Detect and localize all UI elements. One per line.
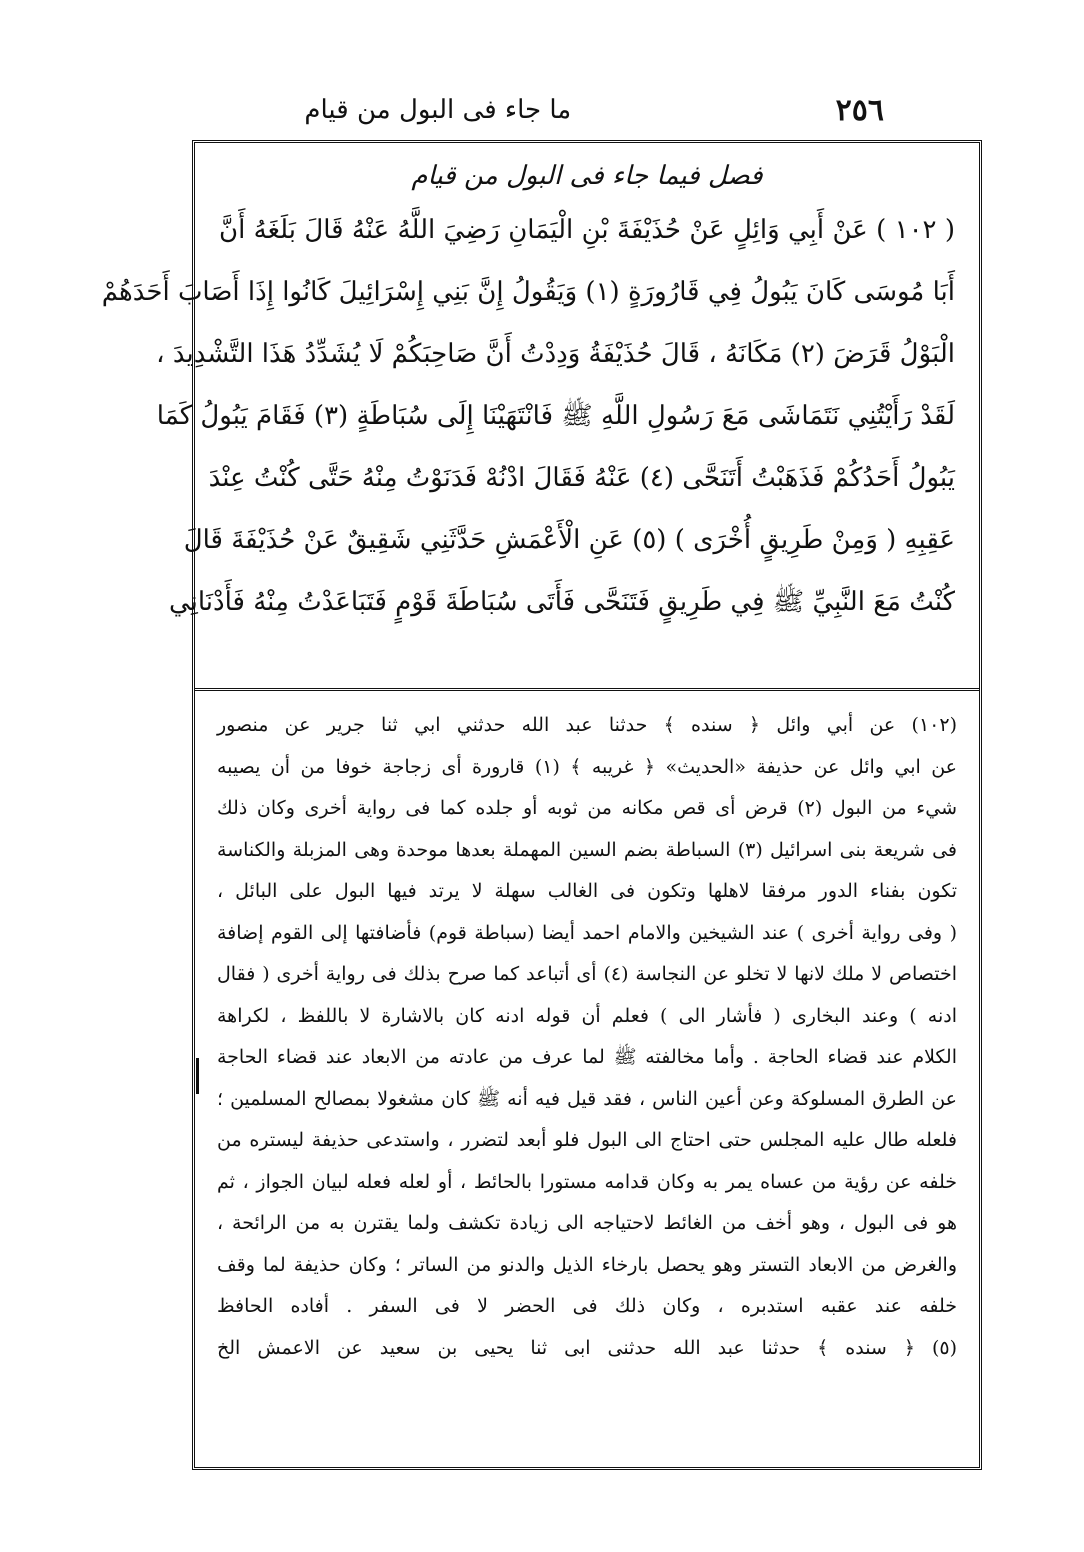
commentary-line: خلفه عند عقبه استدبره ، وكان ذلك فى الحضر لا فى السفر . أفاده الحافظ bbox=[217, 1295, 957, 1317]
hadith-line: ( ١٠٢ ) عَنْ أَبِي وَائِلٍ عَنْ حُذَيْفَةَ بْنِ الْيَمَانِ رَضِيَ اللَّهُ عَنْهُ قَالَ بَلَغَهُ أَنَّ bbox=[219, 215, 955, 245]
hadith-line: لَقَدْ رَأَيْتُنِي نَتَمَاشَى مَعَ رَسُولِ اللَّهِ ﷺ فَانْتَهَيْنَا إِلَى سُبَاطَةٍ (٣) فَقَامَ يَبُولُ كَمَا bbox=[156, 401, 955, 431]
page-number: ٢٥٦ bbox=[835, 92, 884, 128]
commentary-line: تكون بفناء الدور مرفقا لاهلها وتكون فى الغالب سهلة لا يرتد فيها البول على البائل ، bbox=[217, 880, 957, 902]
hadith-line: أَبَا مُوسَى كَانَ يَبُولُ فِي قَارُورَةٍ (١) وَيَقُولُ إِنَّ بَنِي إِسْرَائِيلَ كَانُوا إِذَا أَصَابَ أَحَدَهُمْ bbox=[101, 277, 955, 307]
commentary-line: خلفه عن رؤية من عساه يمر به وكان قدامه مستورا بالحائط ، أو لعله فعله لبيان الجواز ، ثم bbox=[217, 1170, 957, 1193]
hadith-line: الْبَوْلُ قَرَضَ (٢) مَكَانَهُ ، قَالَ حُذَيْفَةُ وَدِدْتُ أَنَّ صَاحِبَكُمْ لَا يُشَدِّدُ هَذَا التَّشْدِيدَ ، bbox=[156, 339, 955, 369]
page-frame bbox=[101, 140, 982, 1470]
commentary-line: فلعله طال عليه المجلس حتى احتاج الى البول فلو أبعد لتضرر ، واستدعى حذيفة ليستره من bbox=[217, 1129, 957, 1151]
commentary-line: شيء من البول (٢) قرض أى قص مكانه من ثوبه أو جلده كما فى رواية أخرى وكان ذلك bbox=[217, 797, 957, 819]
commentary-line: (٥) ﴿ سنده ﴾ حدثنا عبد الله حدثنى ابى ثنا يحيى بن سعيد عن الاعمش الخ bbox=[217, 1336, 957, 1359]
hadith-text-block bbox=[101, 143, 979, 688]
page-header bbox=[200, 90, 884, 130]
hadith-line: عَقِبِهِ ( وَمِنْ طَرِيقٍ أُخْرَى ) (٥) عَنِ الْأَعْمَشِ حَدَّثَنِي شَقِيقٌ عَنْ حُذَيْفَةَ قَالَ bbox=[183, 525, 955, 555]
section-divider bbox=[195, 688, 979, 691]
commentary-line: عن الطرق المسلوكة وعن أعين الناس ، فقد قيل فيه أنه ﷺ كان مشغولا بمصالح المسلمين ؛ bbox=[217, 1087, 957, 1110]
hadith-line: كُنْتُ مَعَ النَّبِيِّ ﷺ فِي طَرِيقٍ فَتَنَحَّى فَأَتَى سُبَاطَةَ قَوْمٍ فَتَبَاعَدْتُ مِنْهُ فَأَدْنَانِي bbox=[168, 587, 955, 617]
hadith-line: يَبُولُ أَحَدُكُمْ فَذَهَبْتُ أَتَنَحَّى (٤) عَنْهُ فَقَالَ ادْنُهْ فَدَنَوْتُ مِنْهُ حَتَّى كُنْتُ عِنْدَ bbox=[208, 463, 955, 493]
commentary-line: (١٠٢) عن أبي وائل ﴿ سنده ﴾ حدثنا عبد الله حدثني ابي ثنا جرير عن منصور bbox=[217, 714, 957, 736]
margin-mark bbox=[196, 1058, 199, 1094]
commentary-line: ادنه ) وعند البخارى ( فأشار الى ) فعلم أن قوله ادنه كان بالاشارة لا باللفظ ، لكراهة bbox=[217, 1004, 957, 1027]
commentary-line: والغرض من الابعاد التستر وهو يحصل بارخاء الذيل والدنو من الساتر ؛ وكان حذيفة لما وقف bbox=[217, 1253, 957, 1276]
commentary-line: فى شريعة بنى اسرائيل (٣) السباطة بضم السين المهملة بعدها موحدة وهى المزبلة والكناسة bbox=[217, 838, 957, 861]
commentary-line: ( وفى رواية أخرى ) عند الشيخين والامام احمد أيضا (سباطة قوم) فأضافتها إلى القوم إضافة bbox=[217, 921, 957, 944]
running-title: ما جاء فى البول من قيام bbox=[304, 95, 572, 125]
commentary-line: الكلام عند قضاء الحاجة . وأما مخالفته ﷺ لما عرف من عادته من الابعاد عند قضاء الحاجة bbox=[217, 1046, 957, 1068]
commentary-line: عن ابي وائل عن حذيفة «الحديث» ﴿ غريبه ﴾ (١) قارورة أى زجاجة خوفا من أن يصيبه bbox=[217, 755, 957, 778]
chapter-title: فصل فيما جاء فى البول من قيام bbox=[411, 161, 763, 191]
commentary-line: اختصاص لا ملك لانها لا تخلو عن النجاسة (٤) أى أتباعد كما صرح بذلك فى رواية أخرى ( فقال bbox=[217, 963, 957, 985]
commentary-block bbox=[195, 695, 979, 1467]
commentary-line: هو فى البول ، وهو أخف من الغائط لاحتياجه الى زيادة تكشف ولما يقترن به من الرائحة ، bbox=[217, 1212, 957, 1234]
